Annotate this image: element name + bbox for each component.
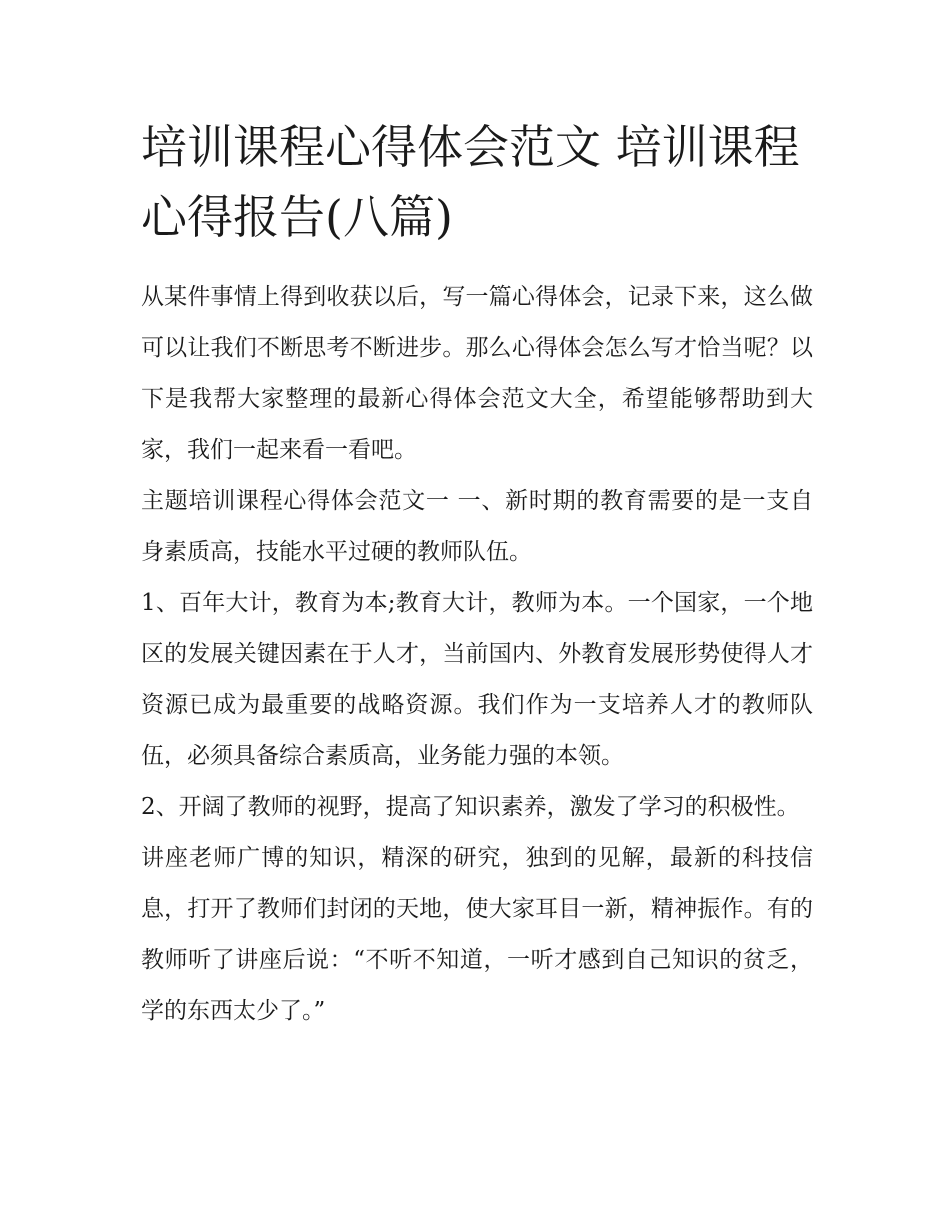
- paragraph-point-one: 1、百年大计，教育为本;教育大计，教师为本。一个国家，一个地区的发展关键因素在于人才，当前国内、外教育发展形势使得人才资源已成为最重要的战略资源。我们作为一支培养人才的教师队伍，必须具备综合素质高，业务能力强的本领。: [141, 590, 813, 769]
- document-page: [141, 112, 813, 1037]
- document-title: 培训课程心得体会范文 培训课程心得报告(八篇): [141, 120, 800, 244]
- paragraph-intro: 从某件事情上得到收获以后，写一篇心得体会，记录下来，这么做可以让我们不断思考不断进步。那么心得体会怎么写才恰当呢？以下是我帮大家整理的最新心得体会范文大全，希望能够帮助到大家，我们一起来看一看吧。: [141, 284, 813, 463]
- paragraph-topic-one: 主题培训课程心得体会范文一 一、新时期的教育需要的是一支自身素质高，技能水平过硬的教师队伍。: [141, 488, 813, 565]
- paragraph-lecture: 讲座老师广博的知识，精深的研究，独到的见解，最新的科技信息，打开了教师们封闭的天地，使大家耳目一新，精神振作。有的教师听了讲座后说：“不听不知道，一听才感到自己知识的贫乏，学的东西太少了。”: [141, 845, 813, 1024]
- paragraph-point-two: 2、开阔了教师的视野，提高了知识素养，激发了学习的积极性。: [141, 794, 800, 820]
